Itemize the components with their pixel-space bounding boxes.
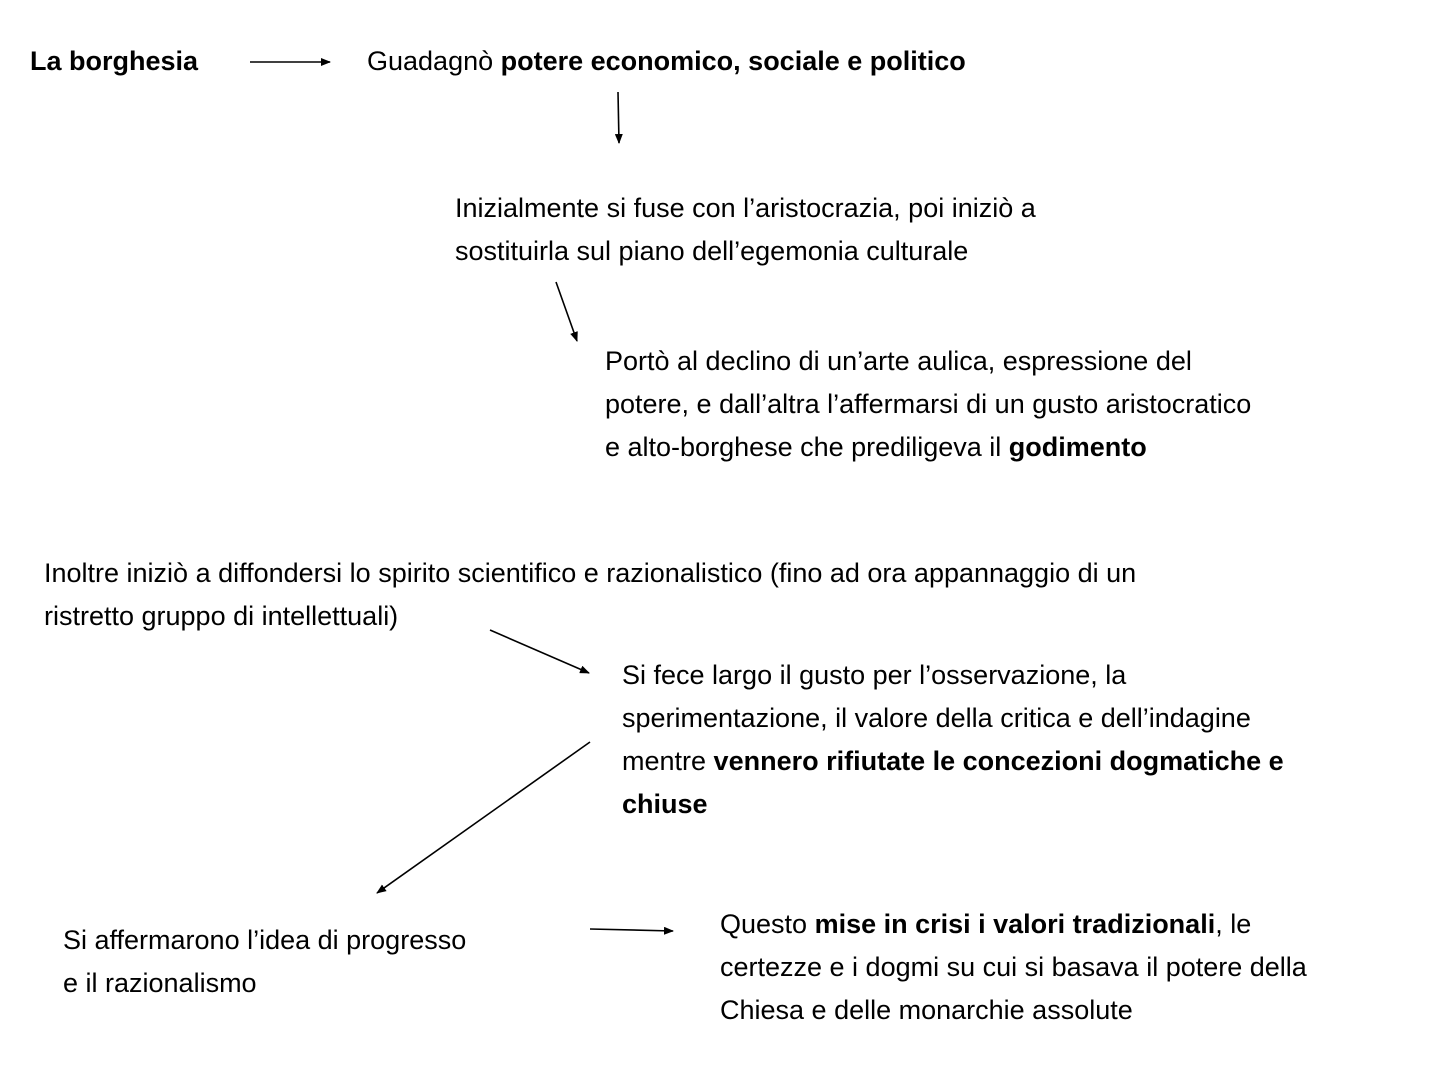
node3-bold: godimento [1008,432,1147,462]
node7-bold: mise in crisi i valori tradizionali [814,909,1216,939]
title-text: La borghesia [30,46,199,76]
node7-line [720,903,1307,946]
arrow-inizialmente-to-porto [556,282,577,341]
node5-line: Si fece largo il gusto per l’osservazione, la [622,660,1127,690]
node1-text: Guadagnò [367,46,501,76]
node-la-borghesia [30,40,198,83]
node7-tail: , le [1215,909,1252,939]
node2-line: Inizialmente si fuse con l’aristocrazia, poi iniziò a [455,193,1036,223]
node5-bold-line: chiuse [622,789,708,819]
arrow-sifece-to-siaffermarono [377,742,590,893]
arrow-siaffermarono-to-questo [590,929,673,931]
node7-line: Chiesa e delle monarchie assolute [720,995,1133,1025]
node6-line: Si affermarono l’idea di progresso [63,925,467,955]
node4-line: ristretto gruppo di intellettuali) [44,601,399,631]
node3-text: e alto-borghese che prediligeva il [605,432,1009,462]
node7-text: Questo [720,909,815,939]
node-si-fece [622,654,1284,826]
node6-line: e il razionalismo [63,968,257,998]
node5-bold: vennero rifiutate le concezioni dogmatiche e [713,746,1284,776]
node-questo [720,903,1307,1032]
node-guadagno [367,40,966,83]
node3-line [605,426,1251,469]
node3-line: Portò al declino di un’arte aulica, espressione del [605,346,1192,376]
node5-line: sperimentazione, il valore della critica e dell’indagine [622,703,1251,733]
node7-line: certezze e i dogmi su cui si basava il potere della [720,952,1307,982]
node-inoltre [44,552,1136,638]
node5-text: mentre [622,746,714,776]
node-porto [605,340,1251,469]
arrow-guadagno-to-inizialmente [618,92,619,143]
node-si-affermarono [63,919,466,1005]
node4-line: Inoltre iniziò a diffondersi lo spirito scientifico e razionalistico (fino ad ora appannaggio di un [44,558,1137,588]
node3-line: potere, e dall’altra l’affermarsi di un gusto aristocratico [605,389,1252,419]
node-inizialmente [455,187,1036,273]
node2-line: sostituirla sul piano dell’egemonia culturale [455,236,969,266]
node1-bold: potere economico, sociale e politico [500,46,966,76]
node5-line [622,740,1284,783]
